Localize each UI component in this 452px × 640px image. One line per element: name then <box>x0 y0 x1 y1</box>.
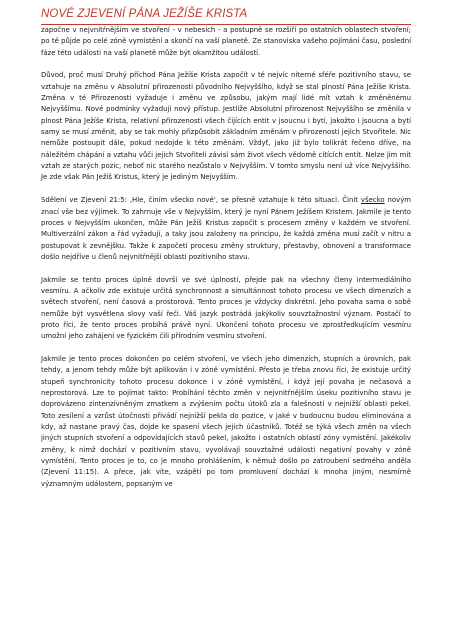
paragraph-3-before: Sdělení ve Zjevení 21:5: ‚Hle, činím všecko nové‘, se přesně vztahuje k této situaci. Činit <box>41 196 361 205</box>
underlined-word: všecko <box>360 196 385 205</box>
paragraph-3 <box>41 195 411 263</box>
paragraph-4: Jakmile se tento proces úplně dovrší ve své úplnosti, přejde pak na všechny členy intermediálního vesmíru. A ačkoliv zde existuje určitá synchronnost a simultánnost tohoto procesu ve všech dimenzích a světech stvoření, není časová a prostorová. Tento proces je vždycky diskrétní. Jeho povaha sama o sobě nemůže být vysvětlena slovy vaší řeči. Váš jazyk postrádá jakýkoliv souvztažnostní význam. Postačí to proto říci, že tento proces probíhá právě nyní. Ukončení tohoto procesu ve zprostředkujícím vesmíru umožní jeho zahájení ve fyzickém čili přírodním vesmíru stvoření. <box>41 275 411 341</box>
paragraph-2: Důvod, proč musí Druhý příchod Pána Ježíše Krista započít v té nejvíc niterné sféře pozitivního stavu, se vztahuje na změnu v Absolutní přirozenosti původního Nejvyššího, když se stal plností Pána Ježíše Krista. Změna v té Přirozenosti vyžaduje i změnu ve způsobu, jakým mají lidé mít vztah k změněnému Nejvyššímu. Nové podmínky vyžadují nový přístup. Jestliže Absolutní přirozenost Nejvyššího se změnila v plnost Pána Ježíše Krista, relativní přirozenosti všech čijících entit v jsoucnu i bytí, jakožto i jsoucna a bytí samy se musí změnit, aby se tak mohly přizpůsobit základním změnám v přirozenosti jejich Stvořitele. Nic nemůže postoupit dále, pokud nedojde k této změnám. Vždyť, jako již bylo tolikrát řečeno dříve, na náležitém chápání a vztahu vůči jejich Stvořiteli závisí sám život všech vědomě cítících entit. Nelze jim mít vztah ze starých pozic, neboť nic starého nezůstalo v Nejvyšším. V tomto smyslu není už více Nejvyššího. Je zde však Pán Ježíš Kristus, který je jediným Nejvyšším. <box>41 71 411 182</box>
paragraph-5: Jakmile je tento proces dokončen po celém stvoření, ve všech jeho dimenzích, stupních a úrovních, pak tehdy, a jenom tehdy může být aplikován i v zóně vymístění. Přesto je třeba znovu říci, že existuje určitý stupeň synchronicity tohoto procesu dokonce i v zóně vymístění, i když její povaha je nečasová a neprostorová. Lze to pojímat takto: Probíhání těchto změn v nejvnitřnějším úseku pozitivního stavu je doprovázeno zintenzívněným zmatkem a zvýšením počtu útoků zla a falešností v nejnižší oblasti pekel. Toto zesílení a vzrůst útočnosti přivádí nejnižší pekla do pozice, v jaké v budoucnu budou eliminována a kdy, až nastane pravý čas, dojde ke spasení všech jejich účastníků. Totéž se týká všech změn na všech jiných stupních stvoření a odpovídajících stavů pekel, jakožto i ostatních oblastí zóny vymístění. Jakékoliv změny, k nimž dochází v pozitivním stavu, vyvolávají souvztažné události negativní povahy v zóně vymístění. Tento proces je to, co je mnoho prohlášením, k němuž došlo po zatroubení sedmého anděla (Zjevení 11:15). A přece, jak víte, vzápětí po tom promluvení dochází k mnoha jiným, nesmírně významným událostem, popsaným ve <box>41 354 411 488</box>
document-body <box>41 25 411 490</box>
page-header-title: NOVÉ ZJEVENÍ PÁNA JEŽÍŠE KRISTA <box>41 8 248 20</box>
paragraph-1: započne v nejvnitřnějším ve stvoření - v nebesích - a postupně se rozšíří po ostatních oblastech stvoření; po tě půjde po celé zóně vymístění a skončí na vaší planetě. Ze stanoviska vašeho pojímání času, poslední fáze této události na vaší planetě může být okamžitou událostí. <box>41 26 411 57</box>
paragraph-3-after: novým znací vše bez výjimek. To zahrnuje vše v Nejvyšším, který je nyní Pánem Ježíšem Kristem. Jakmile je tento proces v Nejvyšším ukončen, může Pán Ježíš Kristus započít s procesem změny v každém ve stvoření. Multiverzální zákon a řád vyžadují, a taky jsou založeny na principu, že každá změna musí začít v nitru a postupovat k zevnějšku. Takže k započetí procesu změny struktury, přestavby, obnovení a transformace došlo nejdříve u členů nejvnitřnější oblasti pozitivního stavu. <box>41 196 411 261</box>
